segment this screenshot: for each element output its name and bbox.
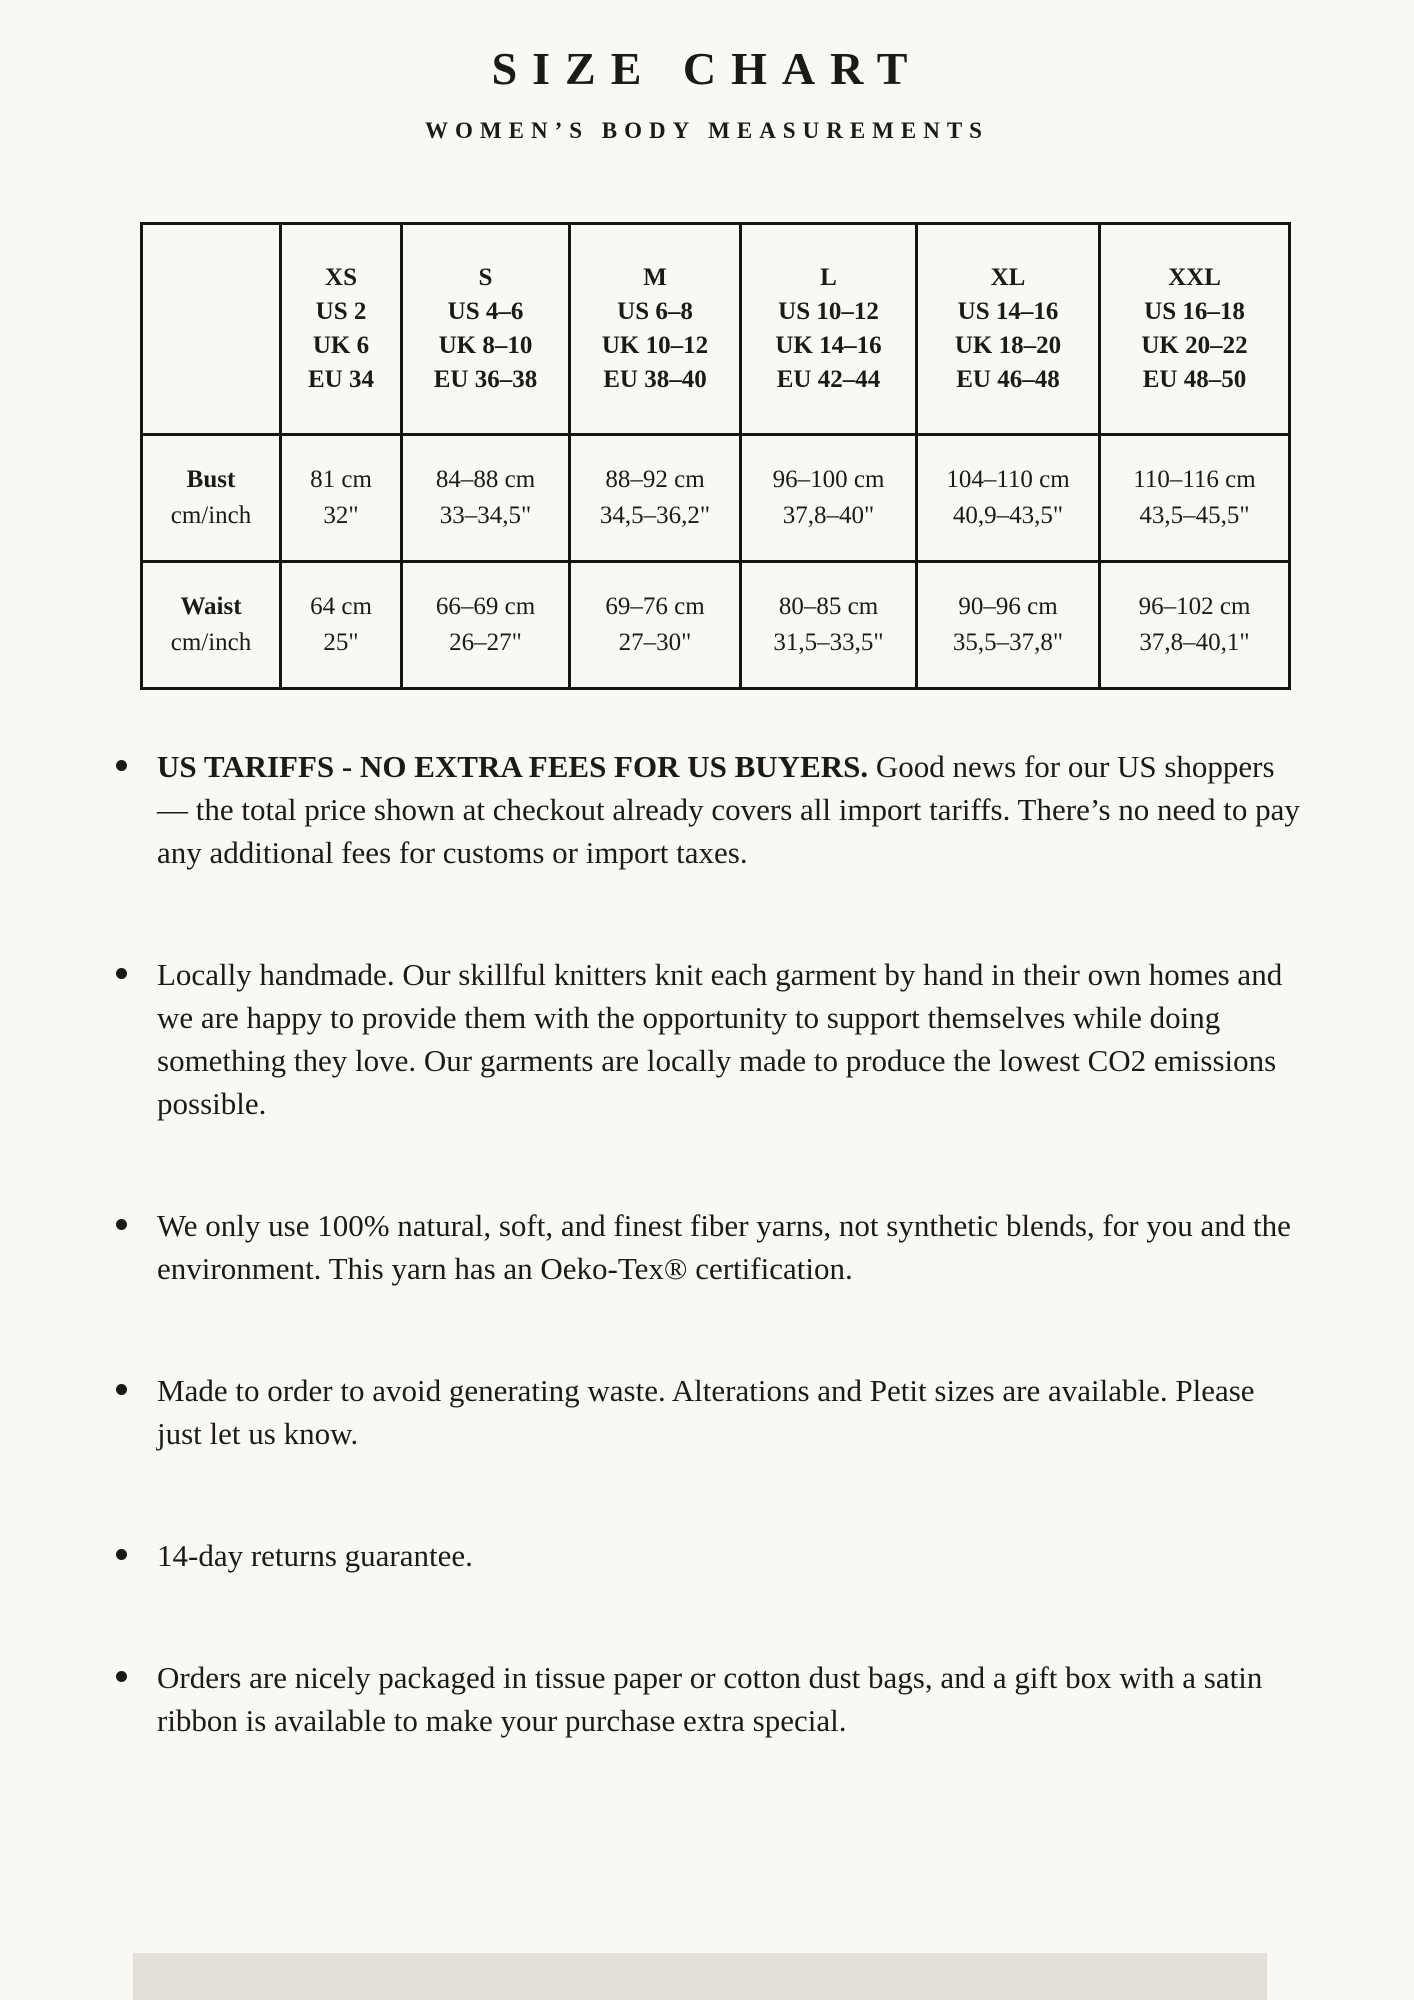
cell-cm-value: 66–69 cm xyxy=(435,592,536,620)
column-header-s xyxy=(402,223,570,434)
table-cell xyxy=(741,561,917,688)
row-unit: cm/inch xyxy=(170,628,252,656)
table-cell xyxy=(570,561,741,688)
uk-size: UK 6 xyxy=(312,331,370,359)
list-item-body xyxy=(157,745,1305,874)
list-item-text: We only use 100% natural, soft, and finest fiber yarns, not synthetic blends, for you and the environment. This yarn has an Oeko-Tex® certification. xyxy=(157,1207,1291,1286)
cell-cm-value: 69–76 cm xyxy=(605,592,705,620)
eu-size: EU 36–38 xyxy=(433,365,538,393)
cell-cm-value: 96–102 cm xyxy=(1138,592,1251,620)
column-header-l xyxy=(741,223,917,434)
list-item-locally-handmade xyxy=(113,953,1305,1125)
list-item-body xyxy=(157,1534,1305,1577)
table-cell xyxy=(917,561,1100,688)
column-header-xxl xyxy=(1100,223,1290,434)
list-item-text: Locally handmade. Our skillful knitters knit each garment by hand in their own homes and we are happy to provide them with the opportunity to support themselves while doing something they love. Our garments are locally made to produce the lowest CO2 emissions possible. xyxy=(157,956,1283,1121)
size-label: XS xyxy=(325,263,357,291)
eu-size: EU 34 xyxy=(308,365,374,393)
list-item-text: Made to order to avoid generating waste. Alterations and Petit sizes are available. Please just let us know. xyxy=(157,1372,1255,1451)
page-header xyxy=(0,0,1414,145)
cell-inch-value: 34,5–36,2" xyxy=(599,501,711,529)
cell-inch-value: 37,8–40,1" xyxy=(1139,628,1250,656)
cell-inch-value: 26–27" xyxy=(449,628,522,656)
table-cell xyxy=(402,434,570,561)
uk-size: UK 20–22 xyxy=(1141,331,1248,359)
table-cell xyxy=(917,434,1100,561)
us-size: US 14–16 xyxy=(957,297,1059,325)
row-unit: cm/inch xyxy=(170,501,252,529)
size-chart-table xyxy=(140,222,1291,690)
bullet-dot xyxy=(116,968,127,979)
cell-inch-value: 33–34,5" xyxy=(439,501,532,529)
size-label: XL xyxy=(990,263,1026,291)
row-label: Waist xyxy=(180,592,242,620)
list-item-text: Good news for our US shoppers — the total price shown at checkout already covers all import tariffs. There’s no need to pay any additional fees for customs or import taxes. xyxy=(157,748,1300,870)
table-corner-cell xyxy=(142,223,281,434)
table-header-row xyxy=(142,223,1290,434)
page-subtitle: WOMEN’S BODY MEASUREMENTS xyxy=(425,118,989,143)
list-item-body xyxy=(157,1204,1305,1290)
table-cell xyxy=(402,561,570,688)
column-header-xs xyxy=(281,223,402,434)
uk-size: UK 10–12 xyxy=(601,331,709,359)
cell-inch-value: 32" xyxy=(323,501,359,529)
list-item-text: Orders are nicely packaged in tissue paper or cotton dust bags, and a gift box with a satin ribbon is available to make your purchase extra special. xyxy=(157,1659,1263,1738)
cell-inch-value: 35,5–37,8" xyxy=(952,628,1064,656)
cell-cm-value: 84–88 cm xyxy=(435,465,536,493)
uk-size: UK 8–10 xyxy=(438,331,533,359)
info-list xyxy=(113,745,1305,1742)
list-item-lead: US TARIFFS - NO EXTRA FEES FOR US BUYERS. xyxy=(157,748,876,784)
cell-inch-value: 27–30" xyxy=(618,628,692,656)
cell-inch-value: 40,9–43,5" xyxy=(952,501,1064,529)
bullet-dot xyxy=(116,1671,127,1682)
table-cell xyxy=(281,561,402,688)
bullet-dot xyxy=(116,1384,127,1395)
list-item-us-tariffs xyxy=(113,745,1305,874)
cell-cm-value: 96–100 cm xyxy=(772,465,885,493)
eu-size: EU 38–40 xyxy=(603,365,707,393)
size-label: M xyxy=(643,263,667,291)
column-header-xl xyxy=(917,223,1100,434)
bullet-dot xyxy=(116,1219,127,1230)
uk-size: UK 18–20 xyxy=(954,331,1062,359)
us-size: US 4–6 xyxy=(447,297,524,325)
cell-cm-value: 90–96 cm xyxy=(958,592,1058,620)
column-header-m xyxy=(570,223,741,434)
cell-inch-value: 37,8–40" xyxy=(782,501,875,529)
table-cell xyxy=(741,434,917,561)
us-size: US 6–8 xyxy=(617,297,693,325)
list-item-returns xyxy=(113,1534,1305,1577)
table-row-bust xyxy=(142,434,1290,561)
list-item-packaging xyxy=(113,1656,1305,1742)
eu-size: EU 48–50 xyxy=(1142,365,1247,393)
row-label: Bust xyxy=(186,465,236,493)
bullet-dot xyxy=(116,1549,127,1560)
list-item-made-to-order xyxy=(113,1369,1305,1455)
uk-size: UK 14–16 xyxy=(775,331,882,359)
table-cell xyxy=(281,434,402,561)
row-header-waist xyxy=(142,561,281,688)
cell-inch-value: 43,5–45,5" xyxy=(1139,501,1250,529)
cell-cm-value: 104–110 cm xyxy=(946,465,1070,493)
table-cell xyxy=(1100,434,1290,561)
footer-bar xyxy=(133,1953,1267,2000)
size-label: S xyxy=(478,263,493,291)
list-item-body xyxy=(157,1656,1305,1742)
cell-cm-value: 64 cm xyxy=(310,592,372,620)
cell-inch-value: 25" xyxy=(323,628,359,656)
list-item-text: 14-day returns guarantee. xyxy=(157,1537,473,1573)
table-cell xyxy=(570,434,741,561)
list-item-body xyxy=(157,953,1305,1125)
cell-inch-value: 31,5–33,5" xyxy=(773,628,884,656)
eu-size: EU 42–44 xyxy=(776,365,881,393)
cell-cm-value: 81 cm xyxy=(310,465,372,493)
list-item-body xyxy=(157,1369,1305,1455)
bullet-dot xyxy=(116,760,127,771)
eu-size: EU 46–48 xyxy=(956,365,1060,393)
cell-cm-value: 110–116 cm xyxy=(1133,465,1256,493)
size-label: L xyxy=(820,263,837,291)
size-label: XXL xyxy=(1168,263,1221,291)
us-size: US 16–18 xyxy=(1144,297,1245,325)
cell-cm-value: 88–92 cm xyxy=(605,465,705,493)
row-header-bust xyxy=(142,434,281,561)
table-cell xyxy=(1100,561,1290,688)
cell-cm-value: 80–85 cm xyxy=(778,592,879,620)
list-item-natural-yarns xyxy=(113,1204,1305,1290)
page-title: SIZE CHART xyxy=(491,43,923,94)
us-size: US 10–12 xyxy=(778,297,879,325)
table-row-waist xyxy=(142,561,1290,688)
us-size: US 2 xyxy=(315,297,367,325)
